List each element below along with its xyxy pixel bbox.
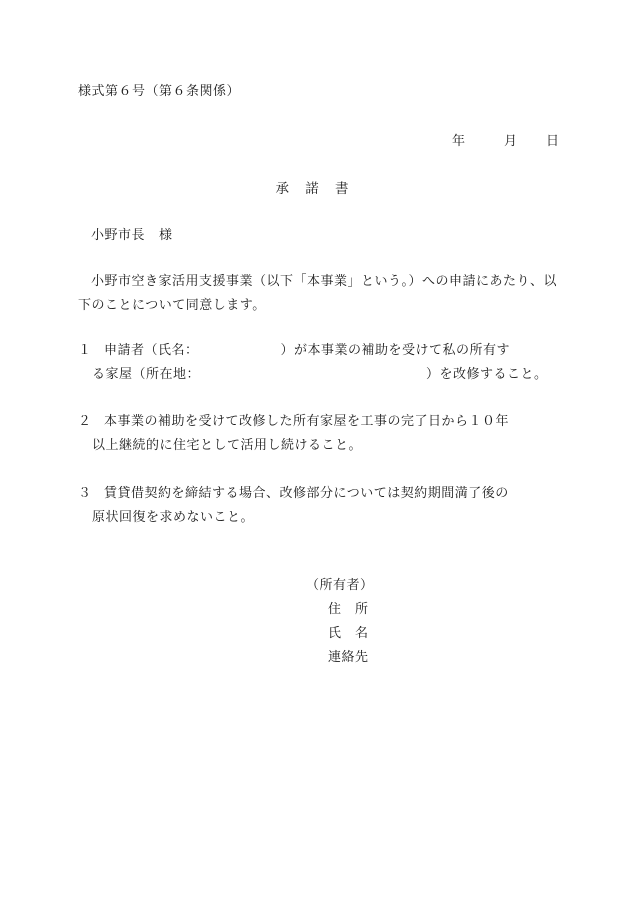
owner-name-label: 氏 名 — [328, 626, 369, 641]
owner-block — [306, 574, 374, 670]
owner-contact-label: 連絡先 — [328, 650, 369, 665]
consent-item-1 — [78, 339, 568, 387]
date-line — [452, 130, 560, 149]
item-text: 賃貸借契約を締結する場合、改修部分については契約期間満了後の — [104, 486, 509, 501]
item-text: 以上継続的に住宅として活用し続けること。 — [92, 438, 363, 453]
item-number: １ — [78, 343, 92, 358]
item-number: ３ — [78, 486, 92, 501]
item-text: ）が本事業の補助を受けて私の所有す — [280, 343, 511, 358]
item-text: 原状回復を求めないこと。 — [92, 510, 255, 525]
owner-heading: （所有者） — [306, 578, 374, 593]
addressee-name: 小野市長 — [91, 228, 146, 243]
date-month-label: 月 — [504, 134, 518, 149]
form-number: 様式第６号（第６条関係） — [78, 84, 241, 99]
item-text: ）を改修すること。 — [426, 367, 548, 382]
addressee-honorific: 様 — [159, 228, 173, 243]
owner-address-label: 住 所 — [328, 602, 369, 617]
document-title: 承 諾 書 — [275, 181, 355, 197]
consent-item-3 — [78, 482, 568, 530]
item-number: ２ — [78, 414, 92, 429]
item-text: る家屋（所在地： — [92, 367, 201, 382]
item-text: 申請者（氏名： — [104, 343, 199, 358]
date-year-label: 年 — [452, 134, 466, 149]
consent-item-2 — [78, 410, 568, 458]
item-text: 本事業の補助を受けて改修した所有家屋を工事の完了日から１０年 — [104, 414, 510, 429]
intro-text: 小野市空き家活用支援事業（以下「本事業」という。）への申請にあたり、以下のことについて同意します。 — [78, 274, 558, 313]
date-day-label: 日 — [546, 134, 560, 149]
intro-paragraph — [78, 270, 558, 318]
addressee — [91, 224, 173, 243]
